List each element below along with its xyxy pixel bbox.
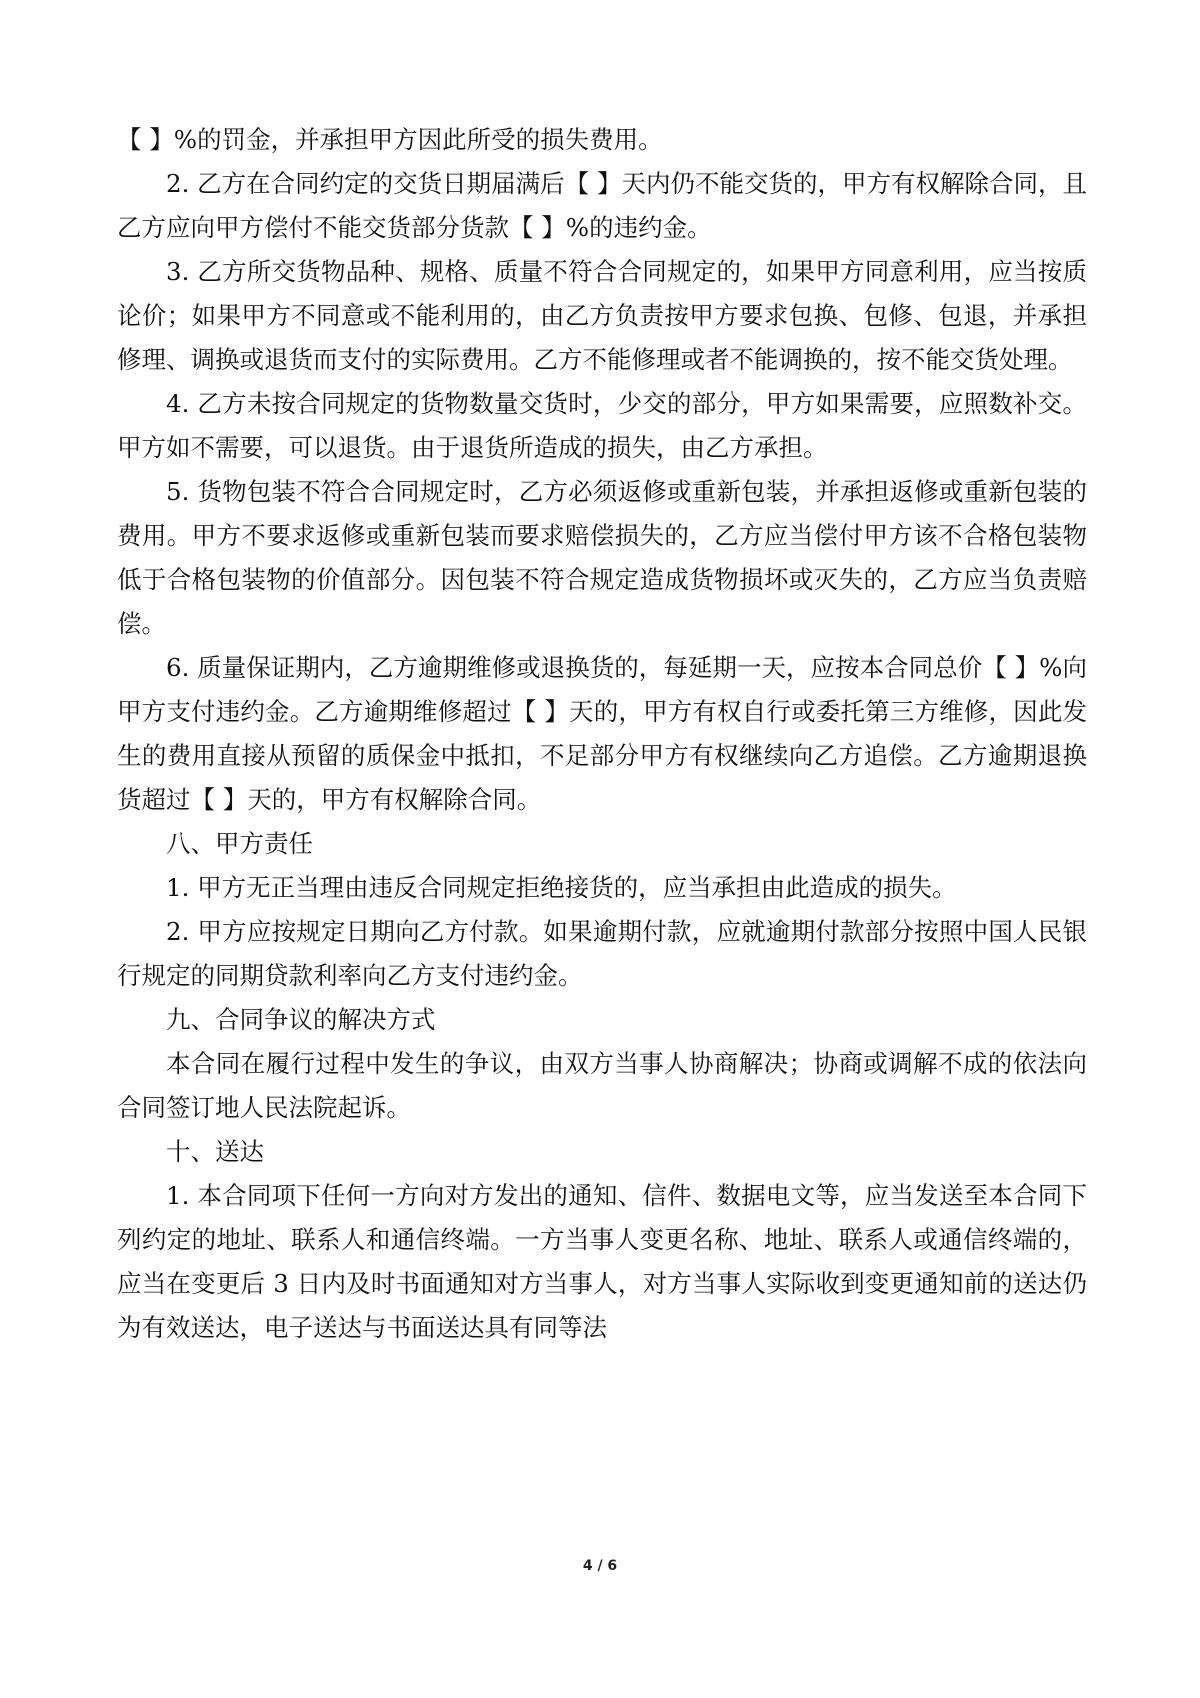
section-heading: 十、送达 <box>166 1137 264 1166</box>
paragraph: 5. 货物包装不符合合同规定时，乙方必须返修或重新包装，并承担返修或重新包装的费用。甲方不要求返修或重新包装而要求赔偿损失的，乙方应当偿付甲方该不合格包装物低于合格包装物的价值部分。因包装不符合规定造成货物损坏或灭失的，乙方应当负责赔偿。 <box>117 477 1087 638</box>
paragraph: 3. 乙方所交货物品种、规格、质量不符合合同规定的，如果甲方同意利用，应当按质论价；如果甲方不同意或不能利用的，由乙方负责按甲方要求包换、包修、包退，并承担修理、调换或退货而支付的实际费用。乙方不能修理或者不能调换的，按不能交货处理。 <box>117 257 1087 374</box>
paragraph: 2. 乙方在合同约定的交货日期届满后【 】天内仍不能交货的，甲方有权解除合同，且乙方应向甲方偿付不能交货部分货款【 】%的违约金。 <box>117 169 1087 242</box>
document-body <box>117 118 1087 1350</box>
paragraph: 本合同在履行过程中发生的争议，由双方当事人协商解决；协商或调解不成的依法向合同签订地人民法院起诉。 <box>117 1049 1087 1122</box>
paragraph: 【 】%的罚金，并承担甲方因此所受的损失费用。 <box>117 125 663 154</box>
paragraph: 1. 甲方无正当理由违反合同规定拒绝接货的，应当承担由此造成的损失。 <box>166 873 957 902</box>
paragraph: 4. 乙方未按合同规定的货物数量交货时，少交的部分，甲方如果需要，应照数补交。甲方如不需要，可以退货。由于退货所造成的损失，由乙方承担。 <box>117 389 1087 462</box>
page-number: 4 / 6 <box>582 1558 618 1574</box>
paragraph: 2. 甲方应按规定日期向乙方付款。如果逾期付款，应就逾期付款部分按照中国人民银行规定的同期贷款利率向乙方支付违约金。 <box>117 917 1087 990</box>
paragraph: 1. 本合同项下任何一方向对方发出的通知、信件、数据电文等，应当发送至本合同下列约定的地址、联系人和通信终端。一方当事人变更名称、地址、联系人或通信终端的，应当在变更后 3 日内及时书面通知对方当事人，对方当事人实际收到变更通知前的送达仍为有效送达，电子送达与书面送达具有同等法 <box>117 1181 1087 1342</box>
section-heading: 九、合同争议的解决方式 <box>166 1005 436 1034</box>
paragraph: 6. 质量保证期内，乙方逾期维修或退换货的，每延期一天，应按本合同总价【 】%向甲方支付违约金。乙方逾期维修超过【 】天的，甲方有权自行或委托第三方维修，因此发生的费用直接从预留的质保金中抵扣，不足部分甲方有权继续向乙方追偿。乙方逾期退换货超过【 】天的，甲方有权解除合同。 <box>117 653 1087 814</box>
section-heading: 八、甲方责任 <box>166 829 313 858</box>
